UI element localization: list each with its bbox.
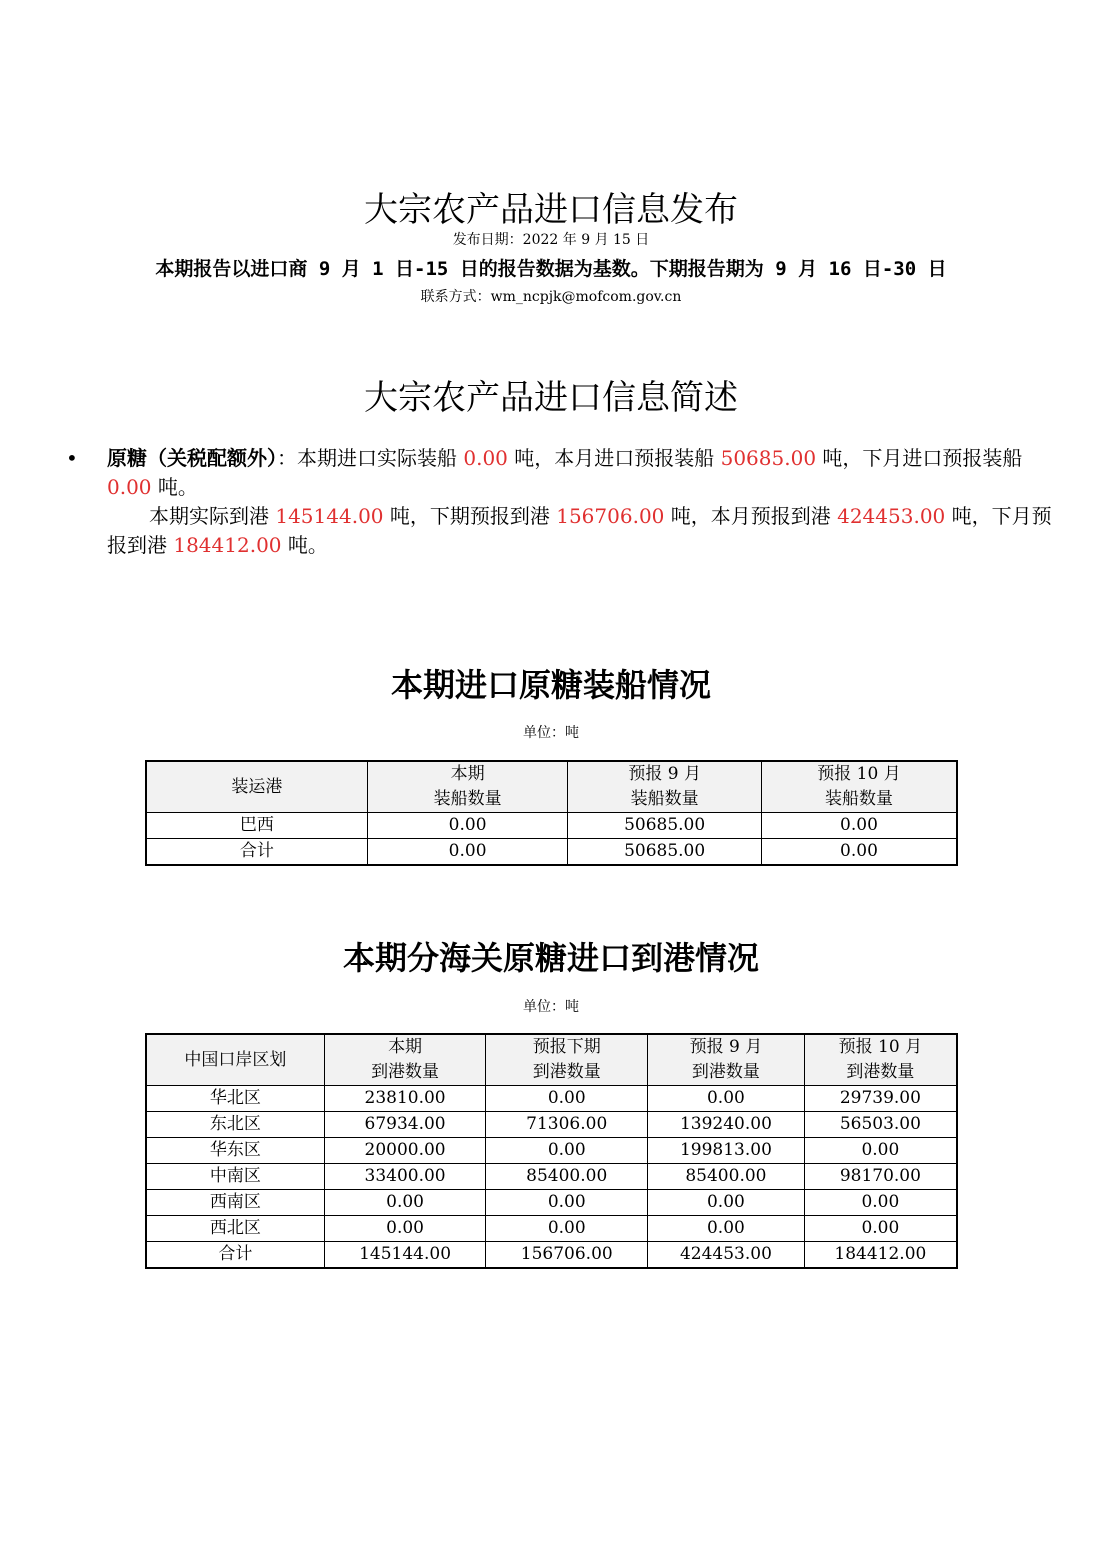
header-oct-arrival: 预报 10 月 到港数量 <box>804 1034 957 1086</box>
value-month-forecast-shipment: 50685.00 <box>720 446 817 470</box>
contact-info: 联系方式：wm_ncpjk@mofcom.gov.cn <box>420 289 682 305</box>
page-title: 大宗农产品进口信息发布 <box>364 190 738 230</box>
table-row: 东北区 67934.00 71306.00 139240.00 56503.00 <box>146 1112 957 1138</box>
publish-date: 发布日期：2022 年 9 月 15 日 <box>452 232 650 248</box>
summary-title: 大宗农产品进口信息简述 <box>364 378 738 418</box>
header-forecast-oct: 预报 10 月 装船数量 <box>761 761 957 813</box>
header-port: 装运港 <box>146 761 367 813</box>
header-current: 本期 装船数量 <box>367 761 567 813</box>
table-row: 巴西 0.00 50685.00 0.00 <box>146 813 957 839</box>
arrival-unit: 单位：吨 <box>523 999 579 1015</box>
summary-paragraph-1: 原糖（关税配额外）：本期进口实际装船 0.00 吨，本月进口预报装船 50685.00 吨，下月进口预报装船 0.00 吨。 <box>107 446 1023 499</box>
value-next-month-shipment: 0.00 <box>107 475 152 499</box>
header-current-arrival: 本期 到港数量 <box>324 1034 486 1086</box>
arrival-title: 本期分海关原糖进口到港情况 <box>342 939 759 977</box>
commodity-name: 原糖（关税配额外） <box>107 446 277 470</box>
table-row-total: 合计 145144.00 156706.00 424453.00 184412.00 <box>146 1242 957 1269</box>
value-next-period-arrival: 156706.00 <box>556 504 665 528</box>
table-row: 华北区 23810.00 0.00 0.00 29739.00 <box>146 1086 957 1112</box>
table-header-row <box>146 1034 957 1086</box>
period-note: 本期报告以进口商 9 月 1 日-15 日的报告数据为基数。下期报告期为 9 月 16 日-30 日 <box>155 258 947 280</box>
table-row: 华东区 20000.00 0.00 199813.00 0.00 <box>146 1138 957 1164</box>
header-forecast-sep: 预报 9 月 装船数量 <box>568 761 762 813</box>
header-sep-arrival: 预报 9 月 到港数量 <box>648 1034 805 1086</box>
value-next-month-arrival: 184412.00 <box>173 533 282 557</box>
value-actual-arrival: 145144.00 <box>275 504 384 528</box>
table-row: 西北区 0.00 0.00 0.00 0.00 <box>146 1216 957 1242</box>
value-actual-shipment: 0.00 <box>463 446 508 470</box>
arrival-table <box>145 1033 958 1269</box>
table-row: 西南区 0.00 0.00 0.00 0.00 <box>146 1190 957 1216</box>
table-header-row <box>146 761 957 813</box>
header-next-arrival: 预报下期 到港数量 <box>486 1034 648 1086</box>
summary-block <box>66 444 1066 560</box>
shipment-title: 本期进口原糖装船情况 <box>390 666 711 704</box>
header-region: 中国口岸区划 <box>146 1034 324 1086</box>
shipment-unit: 单位：吨 <box>523 725 579 741</box>
bullet-icon: • <box>66 446 78 470</box>
value-month-arrival: 424453.00 <box>837 504 946 528</box>
shipment-table <box>145 760 958 866</box>
table-row-total: 合计 0.00 50685.00 0.00 <box>146 839 957 866</box>
summary-paragraph-2: 本期实际到港 145144.00 吨，下期预报到港 156706.00 吨，本月预报到港 424453.00 吨，下月预报到港 184412.00 吨。 <box>107 504 1052 557</box>
table-row: 中南区 33400.00 85400.00 85400.00 98170.00 <box>146 1164 957 1190</box>
